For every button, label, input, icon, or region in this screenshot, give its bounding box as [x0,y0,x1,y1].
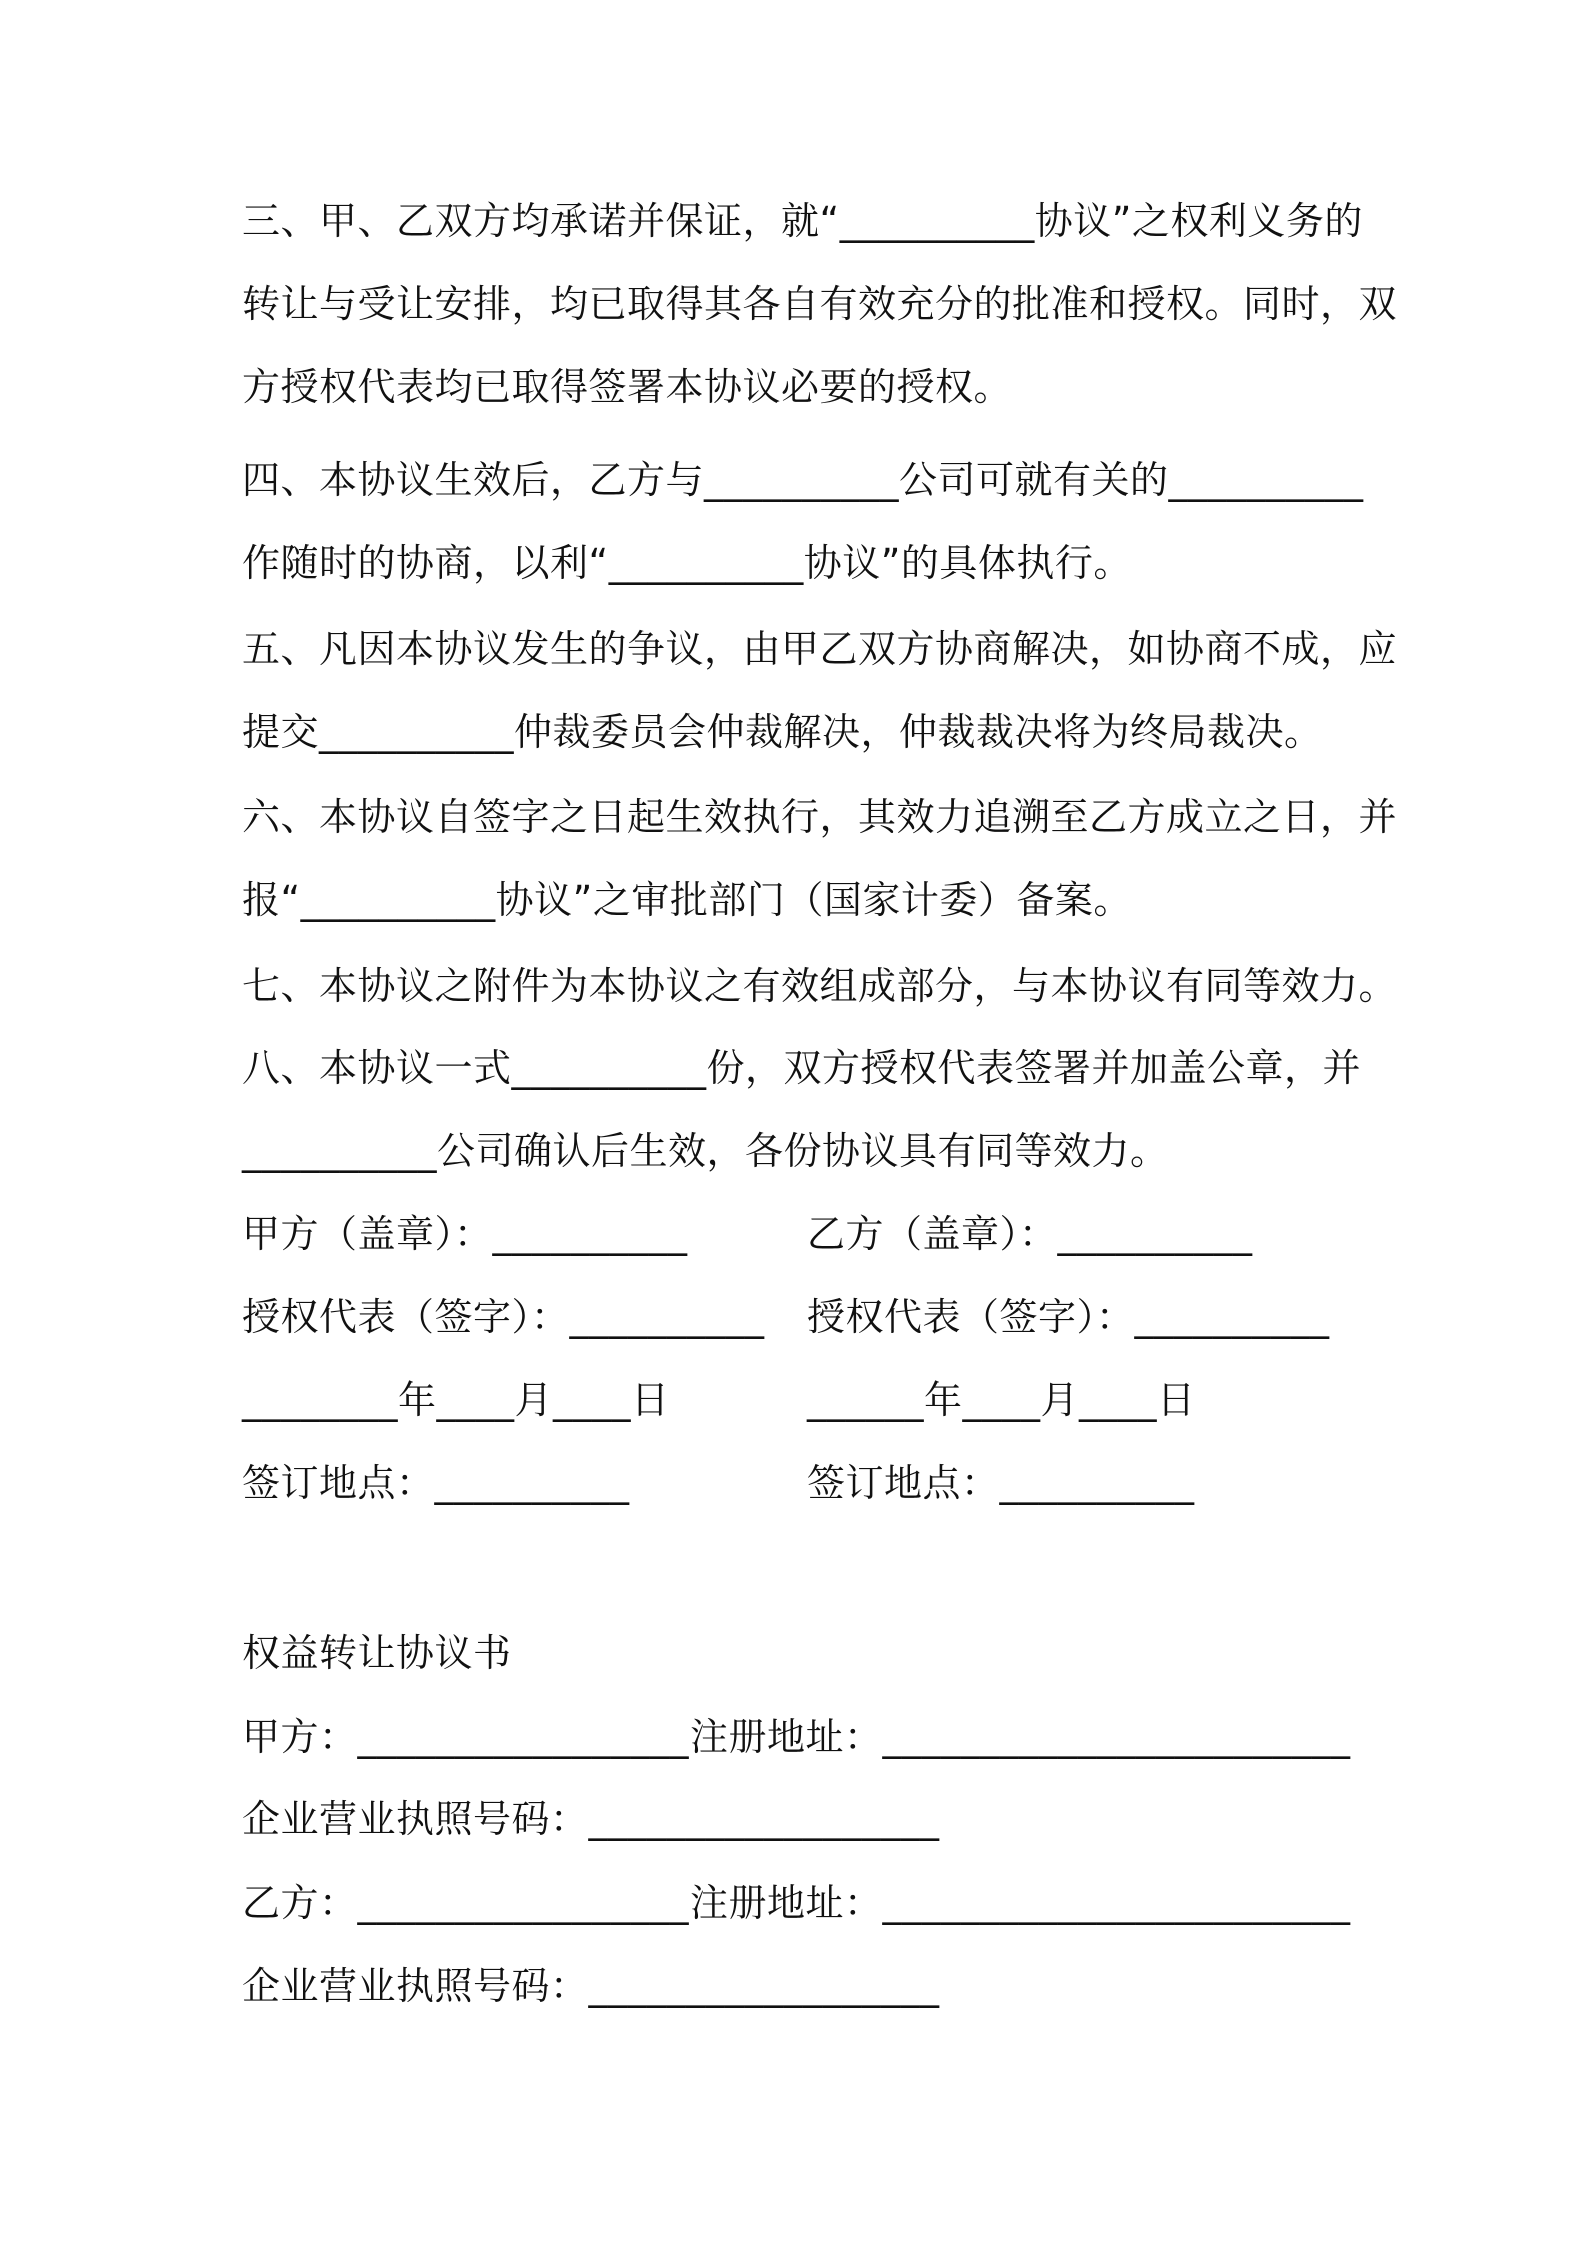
party-a-date: ________年____月____日 [242,1378,670,1422]
clause-3-line-1: 三、甲、乙双方均承诺并保证，就“__________协议”之权利义务的 [242,199,1363,243]
party-b-representative: 授权代表（签字）：__________ [807,1295,1330,1339]
clause-6-line-2: 报“__________协议”之审批部门（国家计委）备案。 [242,878,1132,922]
clause-8-line-2: __________公司确认后生效，各份协议具有同等效力。 [242,1129,1169,1173]
party-b-signing-place: 签订地点：__________ [807,1461,1195,1505]
party-b-name-field: 乙方：_________________ [242,1881,690,1925]
party-a-seal: 甲方（盖章）：__________ [242,1212,688,1256]
clause-3-line-2: 转让与受让安排，均已取得其各自有效充分的批准和授权。同时，双 [242,282,1398,326]
clause-5-line-1: 五、凡因本协议发生的争议，由甲乙双方协商解决，如协商不成，应 [242,627,1398,671]
party-a-signing-place: 签订地点：__________ [242,1461,630,1505]
clause-3-line-3: 方授权代表均已取得签署本协议必要的授权。 [242,365,1013,409]
clause-4-line-2: 作随时的协商，以利“__________协议”的具体执行。 [242,541,1132,585]
party-b-license-field: 企业营业执照号码：__________________ [242,1964,940,2008]
party-b-seal: 乙方（盖章）：__________ [807,1212,1253,1256]
party-a-license-field: 企业营业执照号码：__________________ [242,1797,940,1841]
clause-8-line-1: 八、本协议一式__________份，双方授权代表签署并加盖公章，并 [242,1046,1362,1090]
party-b-address-field: 注册地址：________________________ [690,1881,1351,1925]
party-a-address-field: 注册地址：________________________ [690,1715,1351,1759]
clause-4-line-1: 四、本协议生效后，乙方与__________公司可就有关的__________ [242,458,1364,502]
party-a-name-field: 甲方：_________________ [242,1715,690,1759]
document-title: 权益转让协议书 [242,1631,512,1675]
clause-7-line-1: 七、本协议之附件为本协议之有效组成部分，与本协议有同等效力。 [242,964,1398,1008]
party-b-date: ______年____月____日 [807,1378,1196,1422]
party-a-representative: 授权代表（签字）：__________ [242,1295,765,1339]
clause-5-line-2: 提交__________仲裁委员会仲裁解决，仲裁裁决将为终局裁决。 [242,710,1323,754]
clause-6-line-1: 六、本协议自签字之日起生效执行，其效力追溯至乙方成立之日，并 [242,795,1398,839]
